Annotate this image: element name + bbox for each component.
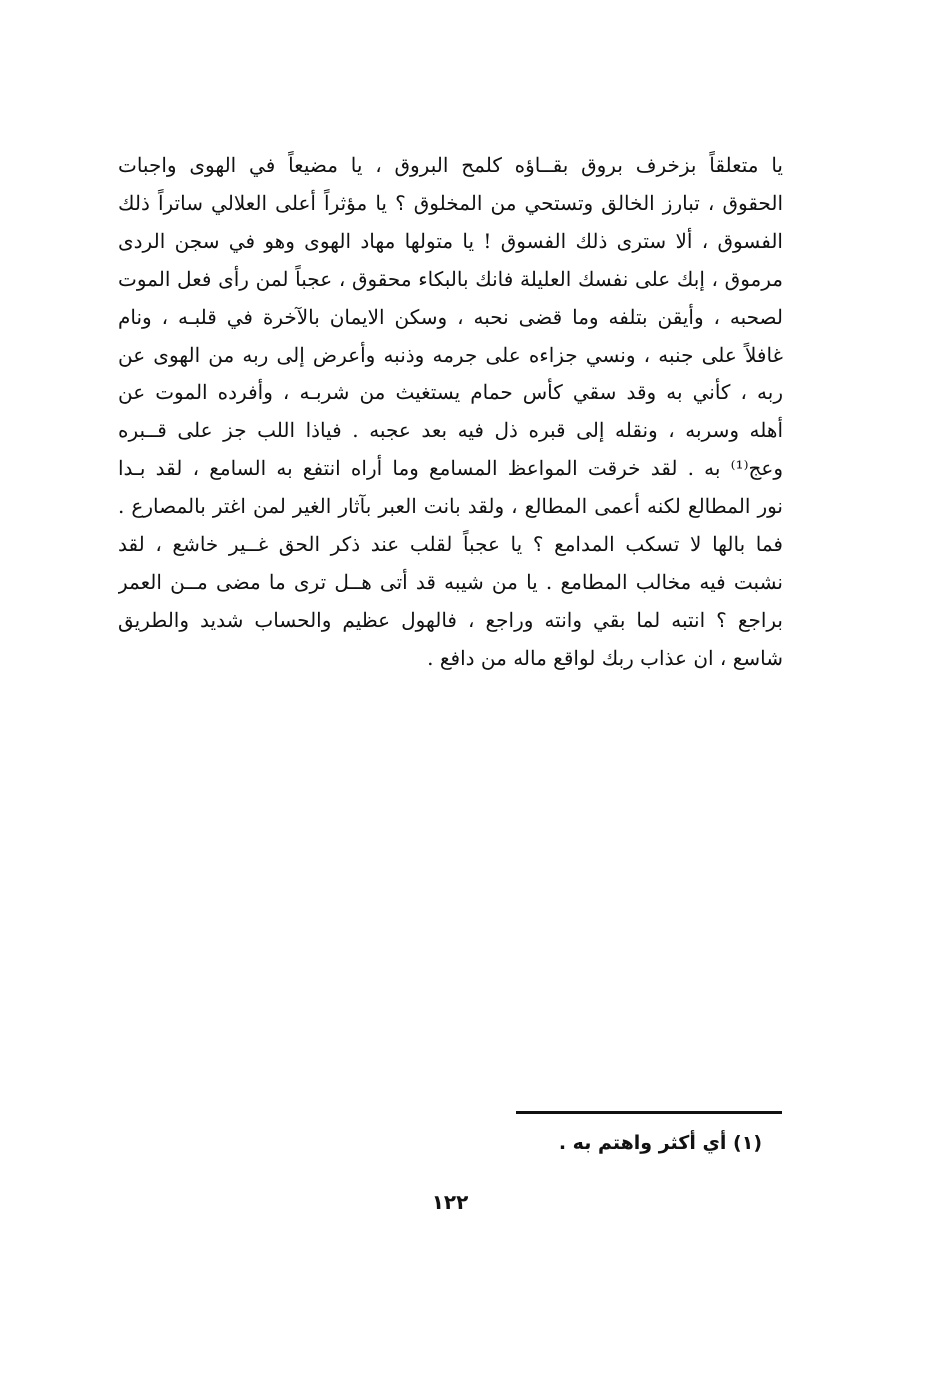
body-text — [118, 147, 783, 678]
text-line-last: شاسع ، ان عذاب ربك لواقع ماله من دافع . — [427, 645, 783, 670]
text-line: أهله وسربه ، ونقله إلى قبره ذل فيه بعد عجبه . فياذا اللب جز على قــبره — [118, 418, 783, 443]
text-line: نشبت فيه مخالب المطامع . يا من شيبه قد أتى هــل ترى ما مضى مــن العمر — [118, 569, 783, 594]
text-line: فما بالها لا تسكب المدامع ؟ يا عجباً لقلب عند ذكر الحق غــير خاشع ، لقد — [118, 532, 783, 557]
text-line: لصحبه ، وأيقن بتلفه وما قضى نحبه ، وسكن الايمان بالآخرة في قلبـه ، ونام — [118, 304, 783, 329]
footnote: (١) أي أكثر واهتم به . — [558, 1132, 762, 1154]
text-line: نور المطالع لكنه أعمى المطالع ، ولقد بانت العبر بآثار الغير لمن اغتر بالمصارع . — [118, 494, 783, 519]
text-line: براجع ؟ انتبه لما بقي وانته وراجع ، فالهول عظيم والحساب شديد والطريق — [118, 607, 783, 632]
text-line: ربه ، كأني به وقد سقي كأس حمام يستغيث من شربـه ، وأفرده الموت عن — [118, 380, 783, 405]
page-number: ١٢٢ — [431, 1190, 469, 1214]
footnote-divider — [516, 1111, 782, 1114]
text-line: غافلاً على جنبه ، ونسي جزاءه على جرمه وذنبه وأعرض إلى ربه من الهوى عن — [118, 342, 783, 367]
text-line: وعج⁽¹⁾ به . لقد خرقت المواعظ المسامع وما أراه انتفع به السامع ، لقد بـدا — [118, 456, 783, 481]
text-line: يا متعلقاً بزخرف بروق بقــاؤه كلمح البروق ، يا مضيعاً في الهوى واجبات — [118, 153, 783, 177]
text-line: مرموق ، إبك على نفسك العليلة فانك بالبكاء محقوق ، عجباً لمن رأى فعل الموت — [118, 266, 783, 291]
text-line: الفسوق ، ألا سترى ذلك الفسوق ! يا متولها مهاد الهوى وهو في سجن الردى — [118, 228, 783, 253]
text-line: الحقوق ، تبارز الخالق وتستحي من المخلوق ؟ يا مؤثراً أعلى العلالي ساتراً ذلك — [118, 190, 783, 215]
